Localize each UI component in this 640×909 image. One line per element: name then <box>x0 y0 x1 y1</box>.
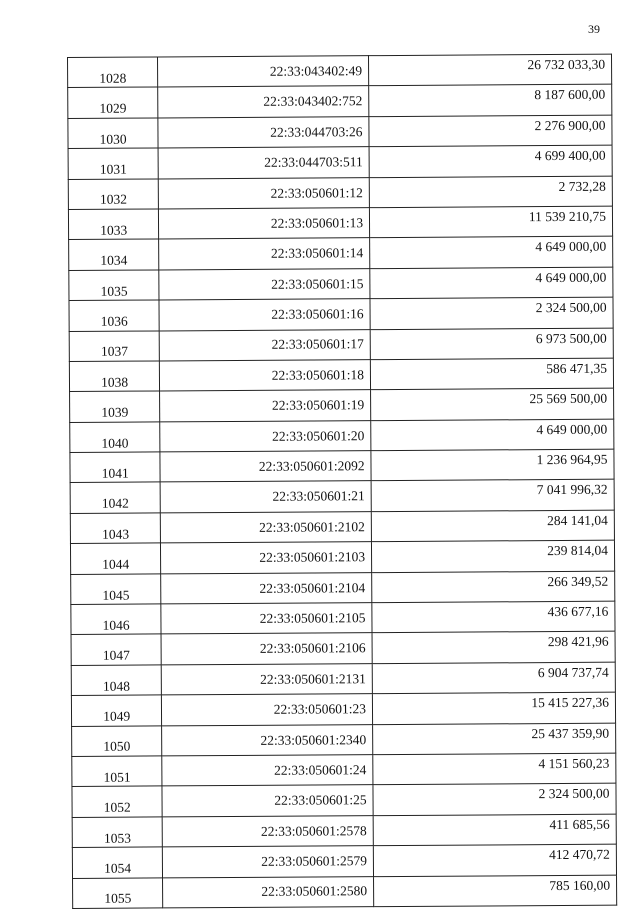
row-number-cell: 1047 <box>71 634 161 665</box>
table-row <box>68 85 612 119</box>
cadastral-value-cell: 436 677,16 <box>372 601 615 633</box>
table-row <box>69 328 613 362</box>
cadastral-number-cell: 22:33:050601:2104 <box>161 572 372 604</box>
cadastral-value-cell: 25 569 500,00 <box>371 388 614 420</box>
table-row <box>70 419 614 453</box>
cadastral-value-cell: 266 349,52 <box>372 571 615 603</box>
row-number-cell: 1054 <box>72 847 162 878</box>
row-number-cell: 1030 <box>68 118 158 149</box>
cadastral-value-cell: 2 324 500,00 <box>370 297 613 329</box>
cadastral-number-cell: 22:33:050601:2131 <box>162 663 373 695</box>
row-number-cell: 1049 <box>71 695 161 726</box>
cadastral-number-cell: 22:33:050601:2102 <box>161 512 372 544</box>
table-row <box>71 662 615 696</box>
cadastral-value-cell: 7 041 996,32 <box>371 480 614 512</box>
row-number-cell: 1050 <box>72 726 162 757</box>
cadastral-value-cell: 4 151 560,23 <box>373 753 616 785</box>
cadastral-value-cell: 8 187 600,00 <box>369 85 612 117</box>
cadastral-value-cell: 6 904 737,74 <box>372 662 615 694</box>
row-number-cell: 1029 <box>68 87 158 118</box>
row-number-cell: 1033 <box>68 209 158 240</box>
row-number-cell: 1042 <box>70 482 160 513</box>
cadastral-number-cell: 22:33:050601:25 <box>162 785 373 817</box>
cadastral-number-cell: 22:33:050601:2579 <box>163 846 374 878</box>
cadastral-number-cell: 22:33:050601:16 <box>159 299 370 331</box>
row-number-cell: 1040 <box>70 422 160 453</box>
cadastral-value-cell: 1 236 964,95 <box>371 449 614 481</box>
cadastral-value-cell: 4 649 000,00 <box>371 419 614 451</box>
row-number-cell: 1046 <box>71 604 161 635</box>
cadastral-value-cell: 2 324 500,00 <box>373 784 616 816</box>
cadastral-number-cell: 22:33:043402:49 <box>158 56 369 88</box>
table-row <box>68 176 612 210</box>
table-row <box>71 601 615 635</box>
cadastral-value-cell: 11 539 210,75 <box>369 206 612 238</box>
cadastral-number-cell: 22:33:050601:2340 <box>162 724 373 756</box>
table-row <box>72 784 616 818</box>
table-row <box>72 844 616 878</box>
page-number: 39 <box>588 22 600 36</box>
cadastral-number-cell: 22:33:044703:511 <box>158 147 369 179</box>
table-row <box>71 632 615 666</box>
cadastral-value-cell: 412 470,72 <box>373 844 616 876</box>
cadastral-number-cell: 22:33:050601:13 <box>159 208 370 240</box>
table-row <box>70 480 614 514</box>
cadastral-value-cell: 4 649 000,00 <box>370 237 613 269</box>
table-row <box>68 145 612 179</box>
row-number-cell: 1035 <box>69 270 159 301</box>
table-row <box>69 237 613 271</box>
cadastral-value-cell: 2 276 900,00 <box>369 115 612 147</box>
row-number-cell: 1045 <box>71 574 161 605</box>
cadastral-value-cell: 586 471,35 <box>370 358 613 390</box>
table-row <box>70 449 614 483</box>
cadastral-number-cell: 22:33:050601:2105 <box>161 603 372 635</box>
cadastral-number-cell: 22:33:050601:24 <box>162 755 373 787</box>
row-number-cell: 1031 <box>68 148 158 179</box>
row-number-cell: 1039 <box>70 391 160 422</box>
cadastral-value-cell: 26 732 033,30 <box>369 54 612 86</box>
cadastral-number-cell: 22:33:050601:2578 <box>162 815 373 847</box>
table-row <box>71 571 615 605</box>
row-number-cell: 1041 <box>70 452 160 483</box>
table-row <box>72 814 616 848</box>
row-number-cell: 1036 <box>69 300 159 331</box>
row-number-cell: 1053 <box>72 817 162 848</box>
cadastral-number-cell: 22:33:050601:21 <box>160 481 371 513</box>
cadastral-number-cell: 22:33:044703:26 <box>158 116 369 148</box>
cadastral-number-cell: 22:33:050601:17 <box>159 329 370 361</box>
table-row <box>70 540 614 574</box>
cadastral-value-cell: 4 649 000,00 <box>370 267 613 299</box>
cadastral-number-cell: 22:33:050601:23 <box>162 694 373 726</box>
cadastral-value-cell: 2 732,28 <box>369 176 612 208</box>
row-number-cell: 1051 <box>72 756 162 787</box>
table-row <box>70 388 614 422</box>
cadastral-value-cell: 4 699 400,00 <box>369 145 612 177</box>
table-row <box>69 267 613 301</box>
row-number-cell: 1037 <box>69 330 159 361</box>
row-number-cell: 1034 <box>69 239 159 270</box>
cadastral-value-table <box>67 54 617 909</box>
cadastral-value-cell: 15 415 227,36 <box>372 692 615 724</box>
cadastral-value-cell: 239 814,04 <box>372 540 615 572</box>
table-row <box>71 692 615 726</box>
cadastral-number-cell: 22:33:050601:2106 <box>161 633 372 665</box>
row-number-cell: 1052 <box>72 786 162 817</box>
table-body <box>68 54 617 908</box>
cadastral-number-cell: 22:33:050601:2092 <box>160 451 371 483</box>
table-row <box>69 358 613 392</box>
table-row <box>70 510 614 544</box>
cadastral-value-cell: 25 437 359,90 <box>373 723 616 755</box>
cadastral-value-cell: 298 421,96 <box>372 632 615 664</box>
cadastral-number-cell: 22:33:050601:20 <box>160 420 371 452</box>
row-number-cell: 1028 <box>68 57 158 88</box>
cadastral-number-cell: 22:33:050601:14 <box>159 238 370 270</box>
row-number-cell: 1044 <box>70 543 160 574</box>
row-number-cell: 1038 <box>69 361 159 392</box>
row-number-cell: 1048 <box>71 665 161 696</box>
cadastral-value-cell: 785 160,00 <box>374 875 617 907</box>
row-number-cell: 1055 <box>73 877 163 908</box>
cadastral-value-cell: 411 685,56 <box>373 814 616 846</box>
table-row <box>72 753 616 787</box>
table-row <box>69 297 613 331</box>
table-row <box>68 54 612 88</box>
cadastral-number-cell: 22:33:050601:15 <box>159 268 370 300</box>
row-number-cell: 1032 <box>68 179 158 210</box>
cadastral-number-cell: 22:33:043402:752 <box>158 86 369 118</box>
table-row <box>68 115 612 149</box>
cadastral-number-cell: 22:33:050601:12 <box>159 177 370 209</box>
cadastral-number-cell: 22:33:050601:18 <box>160 360 371 392</box>
cadastral-value-cell: 6 973 500,00 <box>370 328 613 360</box>
row-number-cell: 1043 <box>70 513 160 544</box>
table-row <box>73 875 617 909</box>
table-row <box>72 723 616 757</box>
cadastral-number-cell: 22:33:050601:2580 <box>163 876 374 908</box>
cadastral-value-cell: 284 141,04 <box>371 510 614 542</box>
cadastral-number-cell: 22:33:050601:19 <box>160 390 371 422</box>
table-row <box>68 206 612 240</box>
cadastral-number-cell: 22:33:050601:2103 <box>161 542 372 574</box>
